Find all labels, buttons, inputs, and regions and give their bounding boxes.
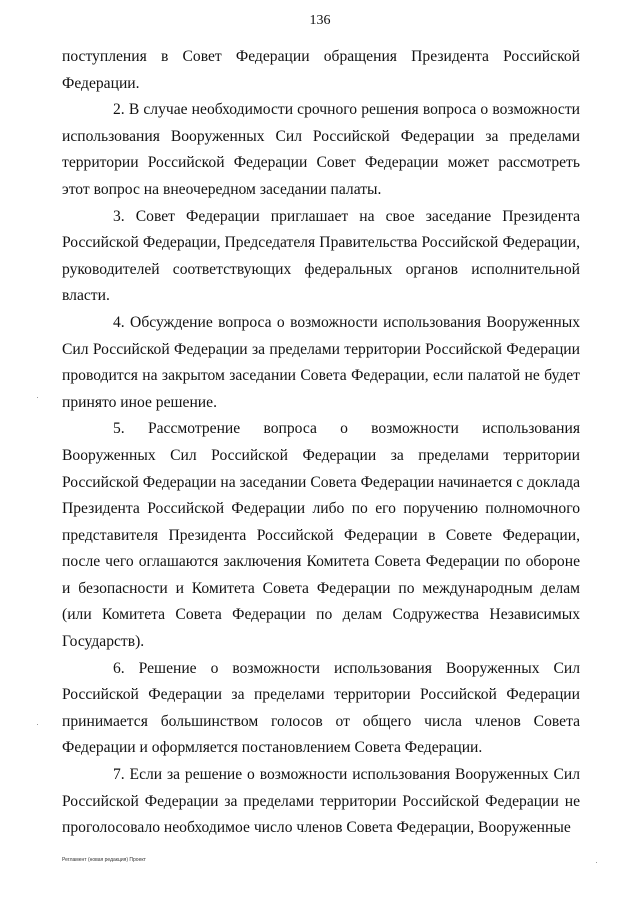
paragraph-3: 3. Совет Федерации приглашает на свое заседание Президента Российской Федерации, Председателя Правительства Российской Федерации, руководителей соответствующих федеральных органов исполнительной власти. xyxy=(62,207,580,305)
margin-speck xyxy=(37,724,38,725)
margin-speck xyxy=(596,862,597,863)
footer-note: Регламент (новая редакция) Проект xyxy=(62,857,146,863)
paragraph-4: 4. Обсуждение вопроса о возможности использования Вооруженных Сил Российской Федерации за пределами территории Российской Федерации проводится на закрытом заседании Совета Федерации, если палатой не будет принято иное решение. xyxy=(62,313,580,411)
page-number: 136 xyxy=(309,13,331,28)
paragraph-continuation: поступления в Совет Федерации обращения Президента Российской Федерации. xyxy=(62,48,580,92)
paragraph-2: 2. В случае необходимости срочного решения вопроса о возможности использования Вооруженных Сил Российской Федерации за пределами территории Российской Федерации Совет Федерации может рассмотреть этот вопрос на внеочередном заседании палаты. xyxy=(62,101,580,198)
paragraph-6: 6. Решение о возможности использования Вооруженных Сил Российской Федерации за пределами территории Российской Федерации принимается большинством голосов от общего числа членов Совета Федерации и оформляется постановлением Совета Федерации. xyxy=(62,659,580,757)
paragraph-5: 5. Рассмотрение вопроса о возможности использования Вооруженных Сил Российской Федерации за пределами территории Российской Федерации на заседании Совета Федерации начинается с доклада Президента Российской Федерации либо по его поручению полномочного представителя Президента Российской Федерации в Совете Федерации, после чего оглашаются заключения Комитета Совета Федерации по обороне и безопасности и Комитета Совета Федерации по международным делам (или Комитета Совета Федерации по делам Содружества Независимых Государств). xyxy=(62,420,580,651)
body-text xyxy=(62,44,580,842)
margin-speck xyxy=(37,397,38,398)
paragraph-7: 7. Если за решение о возможности использования Вооруженных Сил Российской Федерации за пределами территории Российской Федерации не проголосовало необходимое число членов Совета Федерации, Вооруженные xyxy=(62,766,580,837)
